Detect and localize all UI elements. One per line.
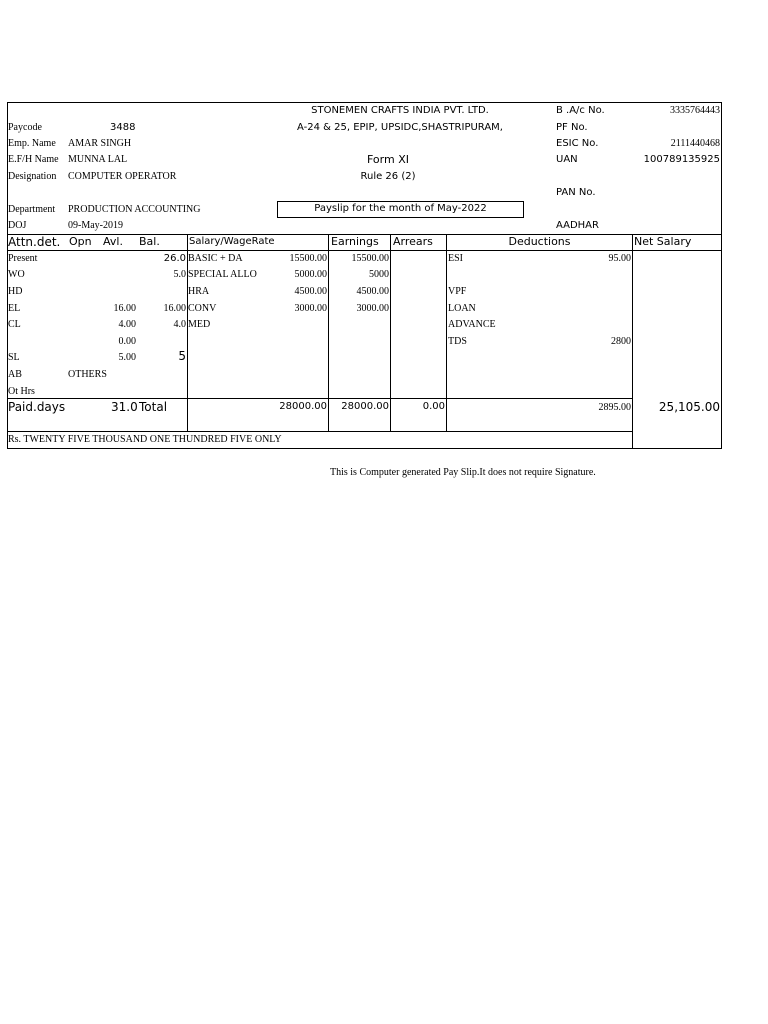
doj-label: DOJ: [8, 220, 27, 231]
attn-label: Present: [8, 253, 38, 264]
department-value: PRODUCTION ACCOUNTING: [68, 204, 201, 215]
total-label: Total: [139, 400, 168, 414]
pf-label: PF No.: [556, 122, 588, 133]
salary-rate: 5000.00: [294, 269, 327, 280]
salary-label: HRA: [188, 286, 210, 297]
payslip-title: Payslip for the month of May-2022: [314, 203, 487, 214]
bank-ac-value: 3335764443: [670, 105, 720, 116]
attn-bal: 4.0: [173, 319, 186, 330]
company-name: STONEMEN CRAFTS INDIA PVT. LTD.: [311, 105, 489, 116]
salary-rate: 4500.00: [294, 286, 327, 297]
header-bal: Bal.: [139, 235, 160, 248]
deductions-total: 2895.00: [598, 402, 631, 413]
paycode-value: 3488: [110, 122, 136, 133]
net-salary-value: 25,105.00: [658, 400, 720, 414]
earnings-total: 28000.00: [341, 401, 389, 412]
uan-value: 100789135925: [643, 154, 720, 165]
attn-bal: 16.00: [163, 303, 186, 314]
attn-label: SL: [8, 352, 20, 363]
header-deductions: Deductions: [508, 235, 571, 248]
paid-days-value: 31.0: [111, 400, 138, 414]
designation-value: COMPUTER OPERATOR: [68, 171, 177, 182]
salary-earning: 5000: [369, 269, 389, 280]
salary-rate: 15500.00: [289, 253, 327, 264]
aadhar-label: AADHAR: [556, 220, 599, 231]
deduction-value: 2800: [611, 336, 631, 347]
attn-label: HD: [8, 286, 23, 297]
amount-in-words: Rs. TWENTY FIVE THOUSAND ONE THUNDRED FIVE ONLY: [8, 434, 282, 445]
attn-bal: 26.0: [163, 253, 186, 264]
deduction-label: TDS: [448, 336, 467, 347]
salary-earning: 15500.00: [351, 253, 389, 264]
col-divider-salary: [328, 234, 329, 432]
attn-label: CL: [8, 319, 21, 330]
salary-label: BASIC + DA: [188, 253, 243, 264]
department-label: Department: [8, 204, 56, 215]
header-arrears: Arrears: [393, 235, 433, 248]
header-net: Net Salary: [634, 235, 692, 248]
footer-note: This is Computer generated Pay Slip.It does not require Signature.: [330, 467, 596, 478]
col-divider-deductions: [632, 234, 633, 449]
designation-label: Designation: [8, 171, 57, 182]
attn-label: AB: [8, 369, 22, 380]
attn-label: Ot Hrs: [8, 386, 35, 397]
attn-avl: 0.00: [118, 336, 136, 347]
efh-label: E.F/H Name: [8, 154, 59, 165]
efh-value: MUNNA LAL: [68, 154, 128, 165]
esic-label: ESIC No.: [556, 138, 599, 149]
company-address: A-24 & 25, EPIP, UPSIDC,SHASTRIPURAM,: [297, 122, 503, 133]
header-salary: Salary/WageRate: [189, 236, 275, 247]
arrears-total: 0.00: [422, 401, 445, 412]
col-divider-arrears: [446, 234, 447, 432]
table-header-line: [7, 250, 722, 251]
rate-total: 28000.00: [279, 401, 327, 412]
attn-avl: 4.00: [118, 319, 136, 330]
deduction-value: 95.00: [608, 253, 631, 264]
header-attn: Attn.det.: [8, 235, 61, 249]
deduction-label: ADVANCE: [448, 319, 496, 330]
salary-label: CONV: [188, 303, 217, 314]
salary-rate: 3000.00: [294, 303, 327, 314]
attn-label: EL: [8, 303, 21, 314]
header-avl: Avl.: [103, 235, 123, 248]
pan-label: PAN No.: [556, 187, 596, 198]
bank-ac-label: B .A/c No.: [556, 105, 605, 116]
salary-earning: 3000.00: [356, 303, 389, 314]
esic-value: 2111440468: [670, 138, 720, 149]
attn-others: OTHERS: [68, 369, 107, 380]
paycode-label: Paycode: [8, 122, 42, 133]
attn-avl: 16.00: [113, 303, 136, 314]
salary-label: SPECIAL ALLO: [188, 269, 257, 280]
header-opn: Opn: [69, 235, 92, 248]
header-earnings: Earnings: [331, 235, 379, 248]
totals-top-line: [7, 398, 633, 399]
emp-name-value: AMAR SINGH: [68, 138, 132, 149]
attn-bal: 5: [178, 349, 186, 363]
attn-bal: 5.0: [173, 269, 186, 280]
uan-label: UAN: [556, 154, 578, 165]
deduction-label: LOAN: [448, 303, 476, 314]
emp-name-label: Emp. Name: [8, 138, 56, 149]
deduction-label: VPF: [448, 286, 467, 297]
attn-label: WO: [8, 269, 25, 280]
salary-label: MED: [188, 319, 211, 330]
form-title: Form XI: [367, 153, 409, 166]
doj-value: 09-May-2019: [68, 220, 123, 231]
attn-avl: 5.00: [118, 352, 136, 363]
salary-earning: 4500.00: [356, 286, 389, 297]
rule-text: Rule 26 (2): [360, 171, 416, 182]
totals-bottom-line: [7, 431, 633, 432]
paid-days-label: Paid.days: [8, 400, 66, 414]
col-divider-earnings: [390, 234, 391, 432]
deduction-label: ESI: [448, 253, 463, 264]
